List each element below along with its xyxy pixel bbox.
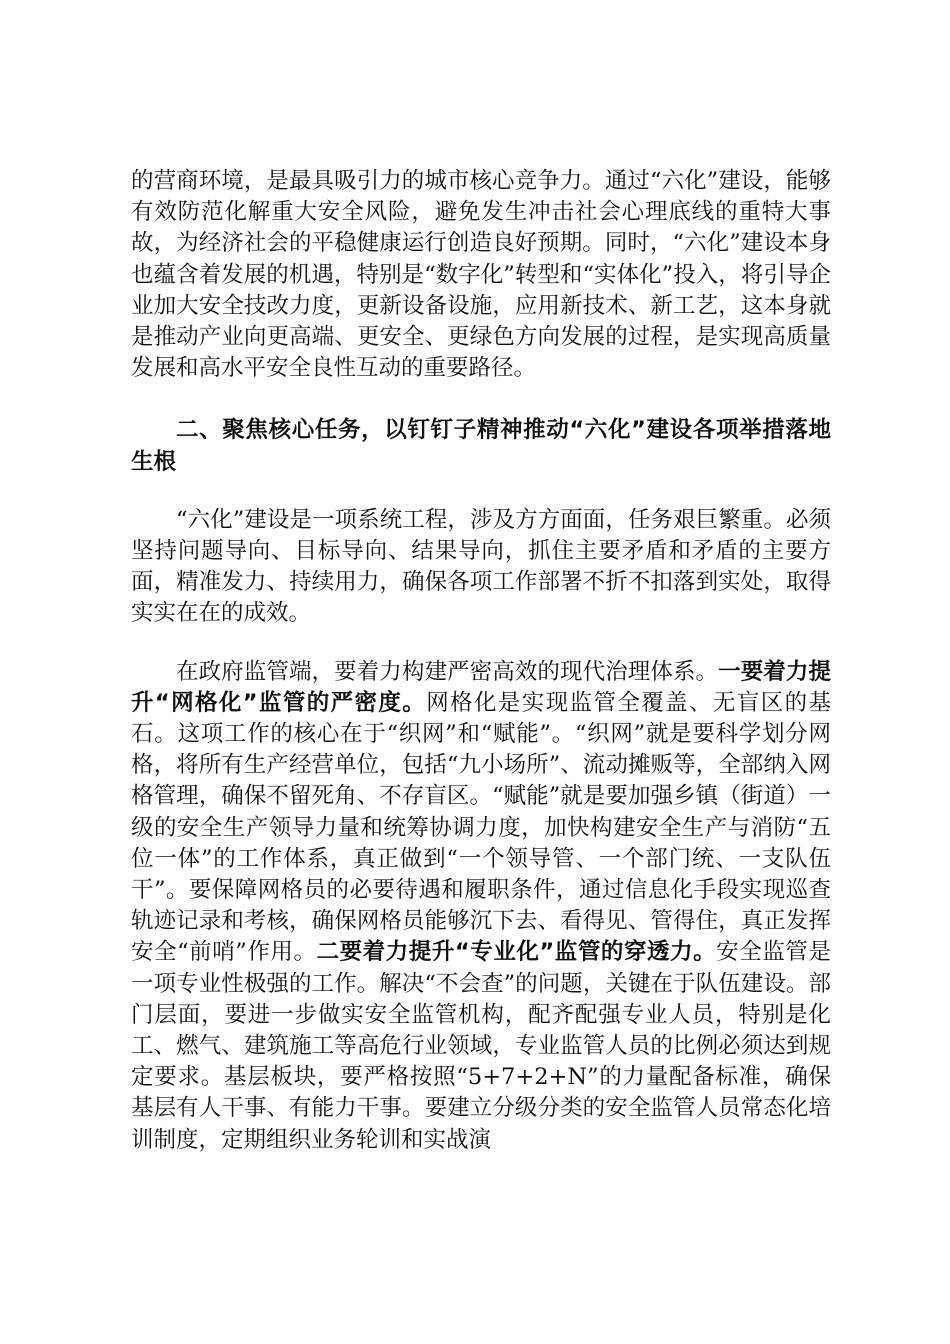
paragraph-system-engineering: “六化”建设是一项系统工程，涉及方方面面，任务艰巨繁重。必须坚持问题导向、目标导向、结果导向，抓住主要矛盾和矛盾的主要方面，精准发力、持续用力，确保各项工作部署不折不扣落到实处，取得实实在在的成效。 [131, 506, 831, 627]
bold-point-professional: 二要着力提升“专业化”监管的穿透力。 [316, 939, 717, 966]
paragraph-business-environment: 的营商环境，是最具吸引力的城市核心竞争力。通过“六化”建设，能够有效防范化解重大安全风险，避免发生冲击社会心理底线的重特大事故，为经济社会的平稳健康运行创造良好预期。同时，“六化”建设本身也蕴含着发展的机遇，特别是“数字化”转型和“实体化”投入，将引导企业加大安全技改力度，更新设备设施，应用新技术、新工艺，这本身就是推动产业向更高端、更安全、更绿色方向发展的过程，是实现高质量发展和高水平安全良性互动的重要路径。 [131, 168, 831, 382]
document-page [131, 166, 831, 1156]
paragraph-gap [131, 478, 831, 505]
supervision-intro-text: 在政府监管端，要着力构建严密高效的现代治理体系。 [176, 658, 719, 685]
professional-body-text: 安全监管是一项专业性极强的工作。解决“不会查”的问题，关键在于队伍建设。部门层面，要进一步做实安全监管机构，配齐配强专业人员，特别是化工、燃气、建筑施工等高危行业领域，专业监管人员的比例必须达到规定要求。基层板块，要严格按照“5+7+2+N”的力量配备标准，确保基层有人干事、有能力干事。要建立分级分类的安全监管人员常态化培训制度，定期组织业务轮训和实战演 [131, 939, 831, 1153]
paragraph-government-supervision [131, 657, 831, 1156]
section-heading-2: 二、聚焦核心任务，以钉钉子精神推动“六化”建设各项举措落地生根 [131, 417, 831, 475]
paragraph-gap [131, 630, 831, 657]
grid-body-text: 网格化是实现监管全覆盖、无盲区的基石。这项工作的核心在于“织网”和“赋能”。“织网”就是要科学划分网格，将所有生产经营单位，包括“九小场所”、流动摊贩等，全部纳入网格管理，确保不留死角、不存盲区。“赋能”就是要加强乡镇（街道）一级的安全生产领导力量和统筹协调力度，加快构建安全生产与消防“五位一体”的工作体系，真正做到“一个领导管、一个部门统、一支队伍干”。要保障网格员的必要待遇和履职条件，通过信息化手段实现巡查轨迹记录和考核，确保网格员能够沉下去、看得见、管得住，真正发挥安全“前哨”作用。 [131, 689, 831, 966]
bold-point-grid: 一要着力提升“网格化”监管的严密度。 [131, 658, 831, 716]
paragraph-gap [131, 384, 831, 415]
